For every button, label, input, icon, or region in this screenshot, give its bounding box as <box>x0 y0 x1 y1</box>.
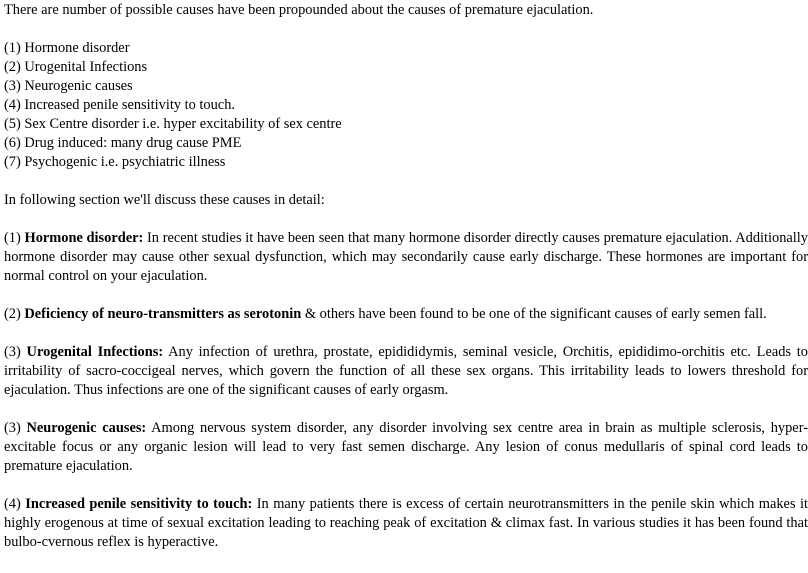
detail-heading: Urogenital Infections: <box>26 344 164 360</box>
detail-heading: Hormone disorder: <box>24 230 144 246</box>
list-item: (5) Sex Centre disorder i.e. hyper excitability of sex centre <box>4 116 342 132</box>
list-item: (7) Psychogenic i.e. psychiatric illness <box>4 154 226 170</box>
detail-paragraph-sensitivity <box>4 495 808 552</box>
list-item: (1) Hormone disorder <box>4 40 130 56</box>
detail-heading: Neurogenic causes: <box>26 420 147 436</box>
detail-paragraph-hormone <box>4 229 808 286</box>
list-item: (2) Urogenital Infections <box>4 59 148 75</box>
list-item: (6) Drug induced: many drug cause PME <box>4 135 242 151</box>
detail-number: (1) <box>4 230 25 246</box>
detail-text: In recent studies it have been seen that many hormone disorder directly causes premature ejaculation. Additionally hormone disorder may cause other sexual dysfunction, which may secondarily cause early discharge. These hormones are important for normal control on your ejaculation. <box>4 230 808 284</box>
detail-paragraph-neurotransmitters <box>4 305 808 324</box>
list-item: (4) Increased penile sensitivity to touch. <box>4 97 235 113</box>
detail-heading: Increased penile sensitivity to touch: <box>25 496 253 512</box>
detail-text: & others have been found to be one of the significant causes of early semen fall. <box>301 306 767 322</box>
detail-number: (3) <box>4 344 27 360</box>
detail-paragraph-urogenital <box>4 343 808 400</box>
section-intro: In following section we'll discuss these causes in detail: <box>4 192 325 208</box>
list-item: (3) Neurogenic causes <box>4 78 133 94</box>
detail-text: In many patients there is excess of certain neurotransmitters in the penile skin which makes it highly erogenous at time of sexual excitation leading to reaching peak of excitation & climax fast. In various studies it has been found that bulbo-cvernous reflex is hyperactive. <box>4 496 808 550</box>
detail-text: Any infection of urethra, prostate, epidididymis, seminal vesicle, Orchitis, epididimo-orchitis etc. Leads to irritability of sacro-coccigeal nerves, which govern the function of all these sex organs. This irritability leads to lowers threshold for ejaculation. Thus infections are one of the significant causes of early orgasm. <box>4 344 808 398</box>
detail-paragraph-neurogenic <box>4 419 808 476</box>
detail-number: (3) <box>4 420 27 436</box>
detail-number: (4) <box>4 496 26 512</box>
intro-text: There are number of possible causes have been propounded about the causes of premature ejaculation. <box>4 2 594 18</box>
causes-list <box>4 39 808 172</box>
detail-text: Among nervous system disorder, any disorder involving sex centre area in brain as multiple sclerosis, hyper-excitable focus or any organic lesion will lead to very fast semen discharge. Any lesion of conus medullaris of spinal cord leads to premature ejaculation. <box>4 420 808 474</box>
detail-number: (2) <box>4 306 25 322</box>
detail-heading: Deficiency of neuro-transmitters as serotonin <box>24 306 302 322</box>
